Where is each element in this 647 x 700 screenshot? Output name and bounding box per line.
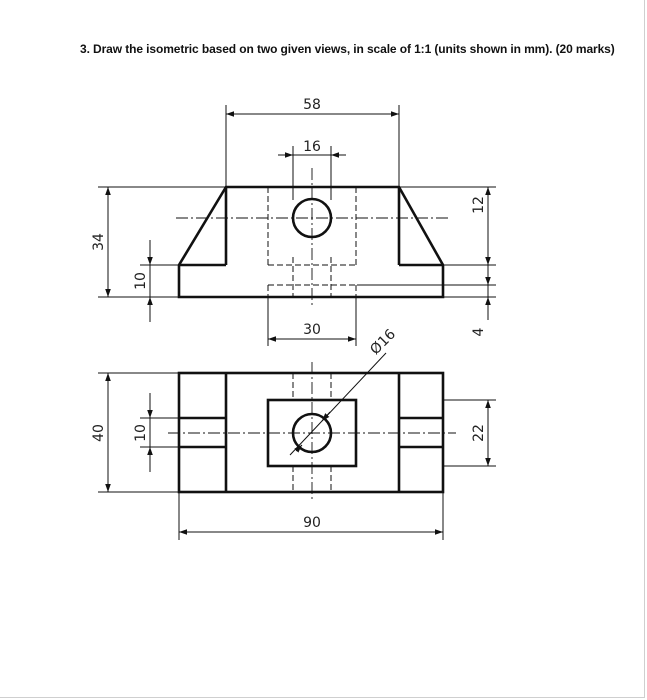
front-view-outline	[179, 187, 443, 297]
dim-overall-depth: 40	[91, 424, 107, 442]
dim-hole-diameter-top: 12	[471, 196, 487, 214]
question-text: 3. Draw the isometric based on two given views, in scale of 1:1 (units shown in mm). (20 marks)	[80, 42, 615, 56]
dim-rib-width: 10	[133, 424, 149, 442]
dim-lower-slot-depth: 4	[471, 327, 487, 337]
dim-overall-width: 58	[303, 97, 321, 113]
top-view	[168, 353, 456, 502]
dim-overall-height: 34	[91, 233, 107, 251]
dim-lower-slot-width: 30	[303, 322, 321, 338]
dim-base-height: 10	[133, 272, 149, 290]
front-view	[176, 168, 448, 305]
dim-overall-length: 90	[303, 515, 321, 531]
dim-block-depth: 22	[471, 424, 487, 442]
dim-slot-width: 16	[303, 139, 321, 155]
dim-hole-diameter: Ø16	[367, 326, 400, 359]
